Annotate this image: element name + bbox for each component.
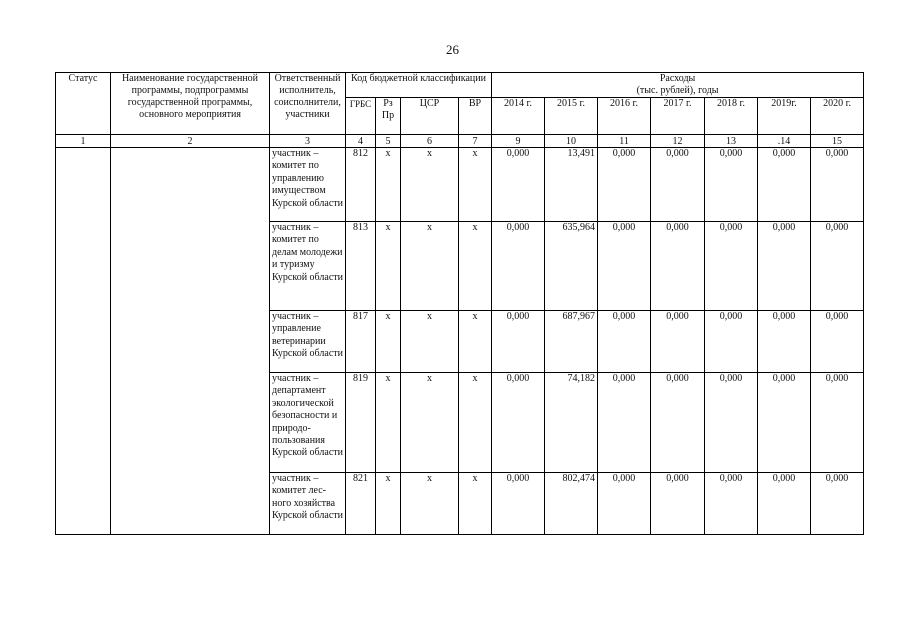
value-cell: 0,000: [811, 311, 864, 373]
value-cell: 0,000: [705, 473, 758, 535]
value-cell: 0,000: [811, 373, 864, 473]
rzpr-cell: х: [376, 311, 401, 373]
csr-cell: х: [401, 222, 459, 311]
vr-cell: х: [459, 311, 492, 373]
grbs-cell: 813: [346, 222, 376, 311]
status-cell: [56, 148, 111, 535]
value-cell: 0,000: [492, 148, 545, 222]
executor-cell: участник – департамент экологической безопасности и природо-пользования Курской области: [270, 373, 346, 473]
executor-cell: участник – комитет лес-ного хозяйства Курской области: [270, 473, 346, 535]
value-cell: 687,967: [545, 311, 598, 373]
column-index: 2: [111, 135, 270, 148]
header-program-name: Наименование государственной программы, подпрограммы государственной программы, основного мероприятия: [111, 73, 270, 135]
program-name-cell: [111, 148, 270, 535]
table-row: [56, 148, 864, 222]
value-cell: 635,964: [545, 222, 598, 311]
header-year-2019: 2019г.: [758, 98, 811, 135]
header-year-2017: 2017 г.: [651, 98, 705, 135]
value-cell: 0,000: [811, 148, 864, 222]
column-index: 10: [545, 135, 598, 148]
value-cell: 0,000: [651, 311, 705, 373]
csr-cell: х: [401, 148, 459, 222]
column-index: 13: [705, 135, 758, 148]
value-cell: 0,000: [651, 222, 705, 311]
grbs-cell: 817: [346, 311, 376, 373]
header-csr: ЦСР: [401, 98, 459, 135]
value-cell: 0,000: [651, 148, 705, 222]
value-cell: 0,000: [758, 473, 811, 535]
value-cell: 0,000: [811, 473, 864, 535]
csr-cell: х: [401, 311, 459, 373]
header-budget-code: Код бюджетной классификации: [346, 73, 492, 98]
value-cell: 0,000: [598, 373, 651, 473]
column-index: 4: [346, 135, 376, 148]
csr-cell: х: [401, 473, 459, 535]
column-index: 7: [459, 135, 492, 148]
value-cell: 0,000: [758, 373, 811, 473]
budget-table: [55, 72, 864, 535]
value-cell: 0,000: [651, 473, 705, 535]
column-index: 3: [270, 135, 346, 148]
header-executor: Ответственный исполнитель, соисполнители, участники: [270, 73, 346, 135]
grbs-cell: 821: [346, 473, 376, 535]
value-cell: 0,000: [705, 148, 758, 222]
header-expenses: [492, 73, 864, 98]
header-expenses-unit: (тыс. рублей), годы: [636, 85, 719, 96]
grbs-cell: 812: [346, 148, 376, 222]
column-index: .14: [758, 135, 811, 148]
value-cell: 0,000: [492, 473, 545, 535]
column-index: 6: [401, 135, 459, 148]
header-grbs: ГРБС: [346, 98, 376, 135]
value-cell: 0,000: [705, 311, 758, 373]
value-cell: 0,000: [492, 311, 545, 373]
value-cell: 0,000: [758, 148, 811, 222]
executor-cell: участник – комитет по управлению имуществом Курской области: [270, 148, 346, 222]
header-status: Статус: [56, 73, 111, 135]
page-number: 26: [446, 42, 459, 57]
header-year-2020: 2020 г.: [811, 98, 864, 135]
column-index: 9: [492, 135, 545, 148]
value-cell: 0,000: [651, 373, 705, 473]
value-cell: 0,000: [758, 311, 811, 373]
column-index: 12: [651, 135, 705, 148]
rzpr-cell: х: [376, 148, 401, 222]
vr-cell: х: [459, 148, 492, 222]
header-year-2016: 2016 г.: [598, 98, 651, 135]
column-index: 11: [598, 135, 651, 148]
header-year-2018: 2018 г.: [705, 98, 758, 135]
value-cell: 0,000: [705, 222, 758, 311]
csr-cell: х: [401, 373, 459, 473]
vr-cell: х: [459, 473, 492, 535]
value-cell: 0,000: [598, 473, 651, 535]
rzpr-cell: х: [376, 222, 401, 311]
header-year-2015: 2015 г.: [545, 98, 598, 135]
column-index: 1: [56, 135, 111, 148]
value-cell: 0,000: [705, 373, 758, 473]
column-index: 15: [811, 135, 864, 148]
column-index-row: [56, 135, 864, 148]
value-cell: 0,000: [598, 222, 651, 311]
executor-cell: участник – управление ветеринарии Курской области: [270, 311, 346, 373]
rzpr-cell: х: [376, 473, 401, 535]
value-cell: 0,000: [811, 222, 864, 311]
value-cell: 0,000: [492, 373, 545, 473]
grbs-cell: 819: [346, 373, 376, 473]
value-cell: 0,000: [598, 311, 651, 373]
header-year-2014: 2014 г.: [492, 98, 545, 135]
value-cell: 0,000: [598, 148, 651, 222]
header-expenses-title: Расходы: [659, 73, 696, 84]
vr-cell: х: [459, 373, 492, 473]
header-vr: ВР: [459, 98, 492, 135]
vr-cell: х: [459, 222, 492, 311]
header-rzpr: Рз Пр: [376, 98, 401, 135]
value-cell: 74,182: [545, 373, 598, 473]
rzpr-cell: х: [376, 373, 401, 473]
value-cell: 0,000: [758, 222, 811, 311]
value-cell: 802,474: [545, 473, 598, 535]
column-index: 5: [376, 135, 401, 148]
value-cell: 0,000: [492, 222, 545, 311]
executor-cell: участник – комитет по делам молодежи и туризму Курской области: [270, 222, 346, 311]
value-cell: 13,491: [545, 148, 598, 222]
